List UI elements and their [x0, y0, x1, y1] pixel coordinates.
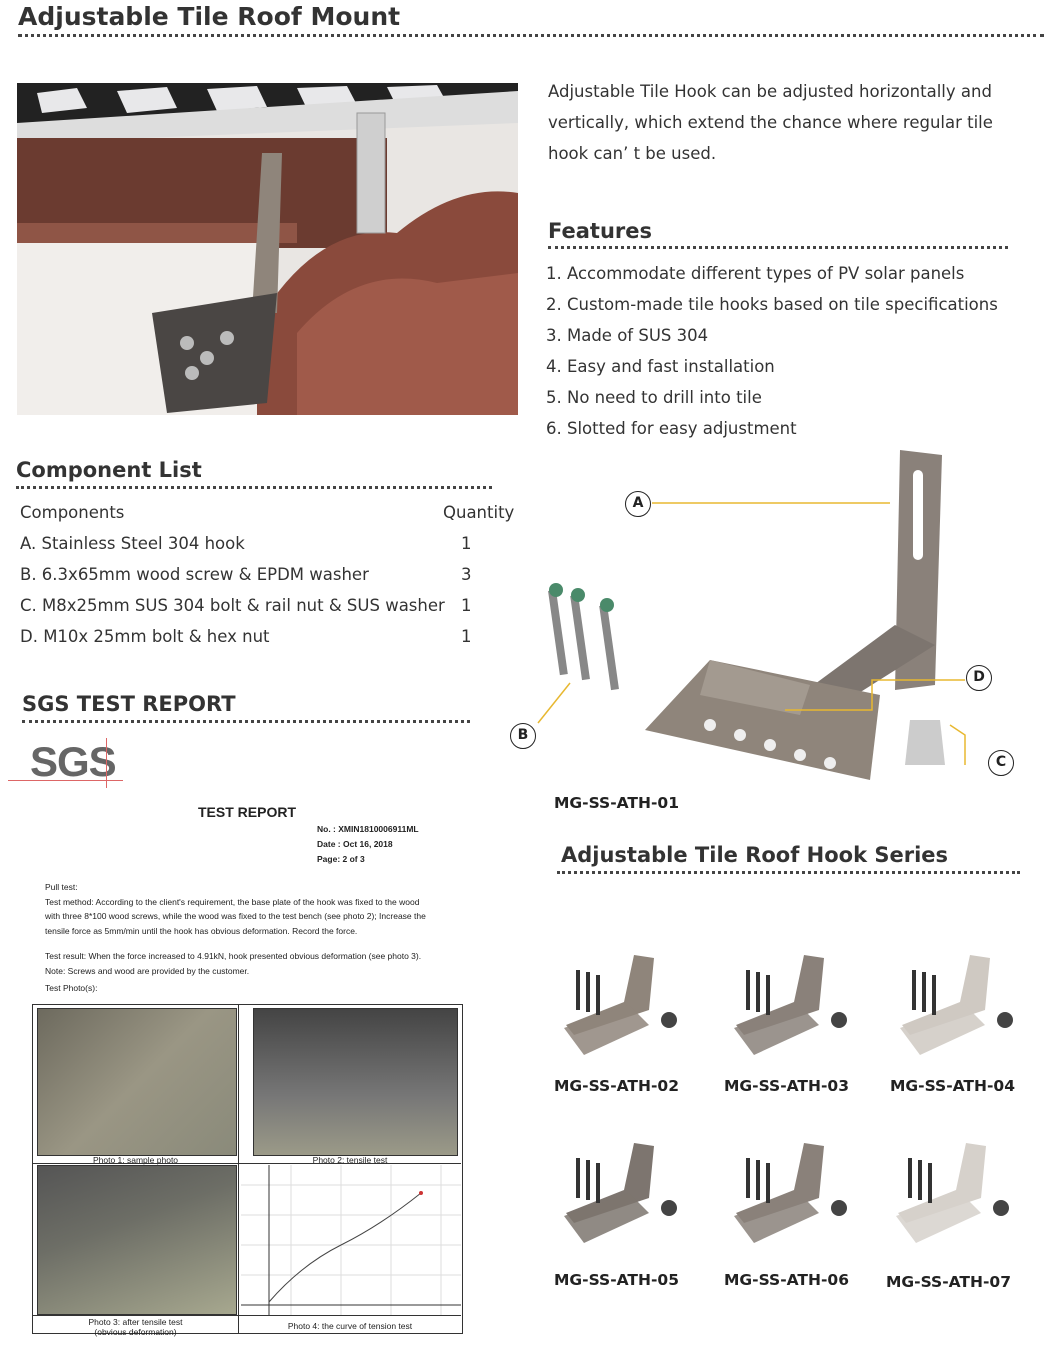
series-model-label: MG-SS-ATH-07 — [886, 1273, 1011, 1291]
callout-d: D — [966, 665, 992, 691]
series-product-image — [724, 940, 874, 1070]
series-product-image — [554, 940, 704, 1070]
sgs-heading: SGS TEST REPORT — [22, 692, 236, 716]
tension-curve-chart — [241, 1165, 461, 1315]
features-heading: Features — [548, 219, 652, 243]
table-row: C. M8x25mm SUS 304 bolt & rail nut & SUS washer 1 — [20, 596, 472, 615]
component-list-heading: Component List — [16, 458, 202, 482]
features-list — [546, 258, 998, 444]
table-row: D. M10x 25mm bolt & hex nut 1 — [20, 627, 472, 646]
sgs-logo: SGS — [8, 738, 123, 788]
feature-item: 4. Easy and fast installation — [546, 357, 775, 376]
hook-diagram — [510, 445, 1010, 795]
test-report-document: TEST REPORT No. : XMIN1810006911ML Date : Oct 16, 2018 Page: 2 of 3 Pull test: Test method: According to the client's requirement, the base plate of the hook was fixed to the wood with three 8*100 wood screws, while the wood was fixed to the test bench (see photo 2); Increase the tensile force as 5mm/min until the hook has obvious deformation. Record the force. Test result: When the force increased to 4.91kN, hook presented obvious deformation (see photo 3). Note: Screws and wood are provided by the customer. Test Photo(s): Photo 1: sample photo Photo 2: tensile test Photo 3: after tensile test (obvious deformation) Photo 4: the curve of tension test — [30, 800, 465, 1340]
product-description: Adjustable Tile Hook can be adjusted horizontally and vertically, which extend the chance where regular tile hook can’ t be used. — [548, 82, 993, 163]
series-model-label: MG-SS-ATH-06 — [724, 1271, 849, 1289]
page-title: Adjustable Tile Roof Mount — [18, 2, 401, 31]
photo-tensile — [253, 1008, 458, 1156]
series-product-image — [724, 1128, 874, 1258]
divider — [22, 720, 470, 723]
roof-mount-photo — [17, 83, 518, 415]
series-product-image — [554, 1128, 704, 1258]
series-model-label: MG-SS-ATH-04 — [890, 1077, 1015, 1095]
feature-item: 3. Made of SUS 304 — [546, 326, 709, 345]
model-label: MG-SS-ATH-01 — [554, 794, 679, 812]
divider — [16, 486, 492, 489]
feature-item: 1. Accommodate different types of PV solar panels — [546, 264, 965, 283]
divider — [548, 246, 1008, 249]
component-table: Components Quantity A. Stainless Steel 304 hook 1 B. 6.3x65mm wood screw & EPDM washer 3 C. M8x25mm SUS 304 bolt & rail nut & SUS washer 1 D. M10x 25mm bolt & hex nut 1 — [20, 497, 520, 652]
series-product-image — [886, 1128, 1036, 1258]
callout-a: A — [625, 491, 651, 517]
series-product-image — [890, 940, 1040, 1070]
series-model-label: MG-SS-ATH-02 — [554, 1077, 679, 1095]
feature-item: 6. Slotted for easy adjustment — [546, 419, 797, 438]
callout-b: B — [510, 723, 536, 749]
series-model-label: MG-SS-ATH-05 — [554, 1271, 679, 1289]
table-row: B. 6.3x65mm wood screw & EPDM washer 3 — [20, 565, 472, 584]
callout-c: C — [988, 750, 1014, 776]
divider — [18, 34, 1044, 37]
series-model-label: MG-SS-ATH-03 — [724, 1077, 849, 1095]
series-heading: Adjustable Tile Roof Hook Series — [561, 843, 949, 867]
feature-item: 2. Custom-made tile hooks based on tile specifications — [546, 295, 998, 314]
feature-item: 5. No need to drill into tile — [546, 388, 762, 407]
table-row: A. Stainless Steel 304 hook 1 — [20, 534, 472, 553]
divider — [557, 871, 1020, 874]
photo-sample — [37, 1008, 237, 1156]
photo-after-test — [37, 1165, 237, 1315]
